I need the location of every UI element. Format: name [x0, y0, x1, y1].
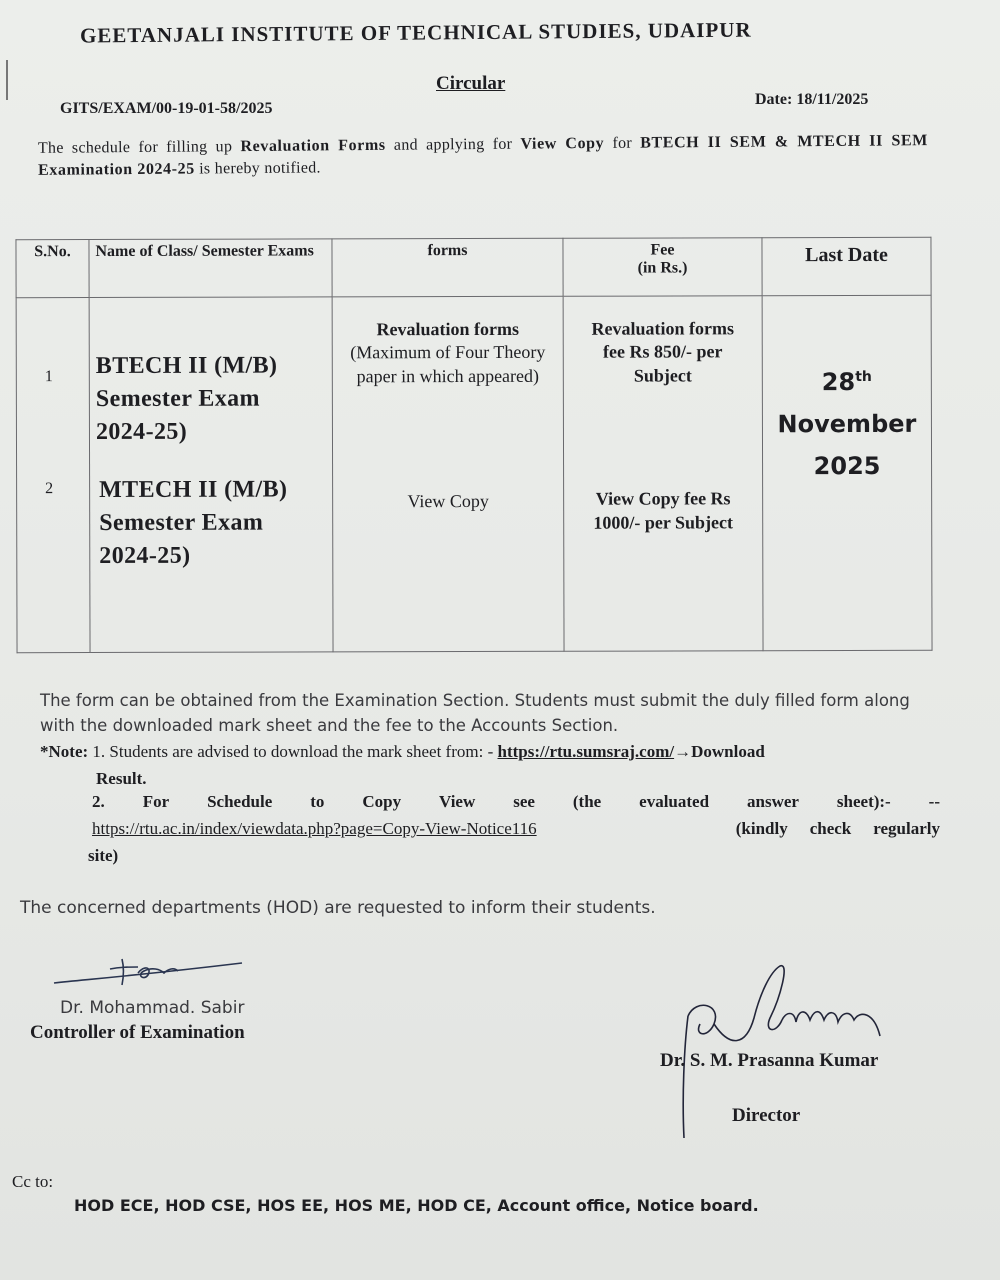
note-item-1-text: 1. Students are advised to download the mark sheet from: - [88, 742, 498, 761]
page-edge-mark [6, 60, 8, 100]
intro-paragraph: The schedule for filling up Revaluation Forms and applying for View Copy for BTECH II SEM & MTECH II SEM Examination 2024-25 is hereby notified. [37, 132, 928, 179]
table-row [16, 295, 932, 652]
fee-cell [563, 296, 763, 652]
controller-title: Controller of Examination [30, 1022, 245, 1043]
note-item-2 [88, 788, 940, 869]
row-1-form-title: Revaluation forms [376, 318, 519, 340]
last-date-value: 28th November 2025 [777, 368, 917, 481]
row-2-form-title: View Copy [407, 490, 489, 512]
controller-name: Dr. Mohammad. Sabir [60, 998, 245, 1018]
header-last-date: Last Date [762, 237, 931, 295]
row-1-class-name: BTECH II (M/B) Semester Exam 2024-25) [95, 352, 278, 445]
row-2-sno: 2 [45, 480, 54, 498]
note-item-1-suffix: →Download [674, 742, 765, 761]
note-item-1-continued: Result. [96, 769, 147, 788]
marksheet-link[interactable]: https://rtu.sumsraj.com/ [497, 742, 675, 761]
row-1-sno: 1 [44, 368, 53, 386]
reference-number: GITS/EXAM/00-19-01-58/2025 [60, 100, 273, 117]
row-1-fee-title: Revaluation forms [591, 318, 734, 339]
sno-cell [16, 298, 90, 653]
header-sno: S.No. [16, 240, 89, 298]
form-instructions: The form can be obtained from the Examination Section. Students must submit the duly filled form along with the downloaded mark sheet and the fee to the Accounts Section. [40, 691, 910, 735]
forms-cell [332, 296, 564, 652]
note-item-1 [40, 738, 940, 792]
hod-request: The concerned departments (HOD) are requested to inform their students. [20, 898, 656, 918]
header-fee: Fee (in Rs.) [563, 238, 762, 297]
row-1-fee-detail: fee Rs 850/- per Subject [602, 341, 723, 386]
circular-title: Circular [436, 73, 506, 94]
row-1-form-detail: (Maximum of Four Theory paper in which appeared) [350, 341, 546, 387]
institute-name: GEETANJALI INSTITUTE OF TECHNICAL STUDIES, UDAIPUR [79, 17, 752, 48]
cc-label: Cc to: [12, 1172, 54, 1191]
header-class-name: Name of Class/ Semester Exams [89, 239, 332, 298]
table-header-row [16, 237, 931, 297]
note-item-2-line-1: 2. For Schedule to Copy View see (the evaluated answer sheet):- -- [92, 792, 940, 811]
note-label: *Note: [40, 742, 89, 761]
controller-signature-icon [52, 945, 252, 995]
circular-date: Date: 18/11/2025 [755, 91, 869, 108]
last-date-cell [762, 295, 932, 650]
note-item-2-line-3: site) [88, 846, 119, 865]
row-2-class-name: MTECH II (M/B) Semester Exam 2024-25) [99, 476, 288, 569]
schedule-table [15, 237, 932, 653]
copy-view-link[interactable]: https://rtu.ac.in/index/viewdata.php?page=Copy-View-Notice116 [92, 819, 537, 838]
cc-recipients: HOD ECE, HOD CSE, HOS EE, HOS ME, HOD CE, Account office, Notice board. [74, 1196, 759, 1215]
class-name-cell [89, 297, 333, 653]
row-2-fee-detail: View Copy fee Rs 1000/- per Subject [593, 488, 734, 533]
note-item-2-line-2: https://rtu.ac.in/index/viewdata.php?page=Copy-View-Notice116 (kindly check regularly [92, 815, 940, 842]
director-title: Director [732, 1105, 801, 1126]
director-name: Dr. S. M. Prasanna Kumar [660, 1050, 879, 1071]
header-forms: forms [332, 238, 563, 297]
